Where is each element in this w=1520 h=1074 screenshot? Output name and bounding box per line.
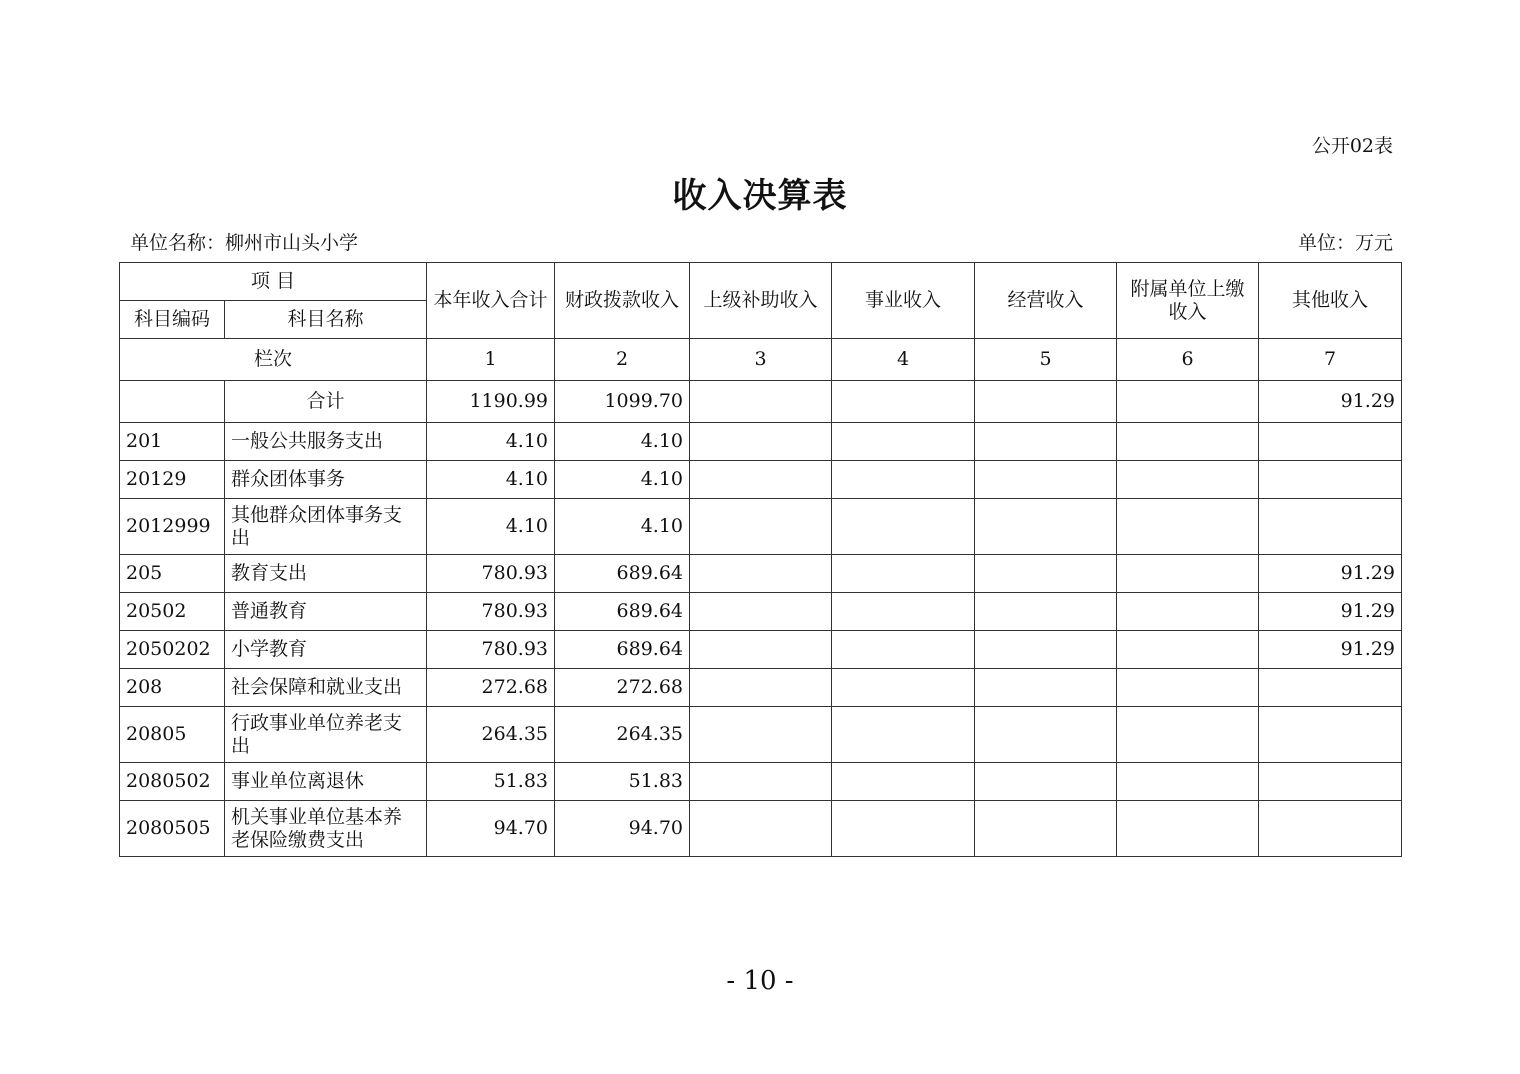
cell-operating	[975, 801, 1117, 857]
cell-superior	[690, 593, 832, 631]
cell-total: 4.10	[427, 499, 555, 555]
cell-total: 94.70	[427, 801, 555, 857]
cell-fiscal: 264.35	[555, 707, 690, 763]
sum-business	[832, 381, 975, 423]
cell-superior	[690, 707, 832, 763]
cell-operating	[975, 669, 1117, 707]
cell-superior	[690, 461, 832, 499]
page-number: - 10 -	[726, 966, 794, 996]
sum-label: 合计	[225, 381, 427, 423]
cell-code: 20502	[120, 593, 225, 631]
cell-superior	[690, 801, 832, 857]
cell-code: 20805	[120, 707, 225, 763]
cell-code: 2080502	[120, 763, 225, 801]
table-row	[120, 423, 1402, 461]
cell-business	[832, 763, 975, 801]
cell-superior	[690, 499, 832, 555]
cell-code: 201	[120, 423, 225, 461]
cell-operating	[975, 461, 1117, 499]
cell-fiscal: 4.10	[555, 499, 690, 555]
cell-operating	[975, 631, 1117, 669]
table-row	[120, 707, 1402, 763]
cell-other	[1259, 801, 1402, 857]
cell-affiliated	[1117, 669, 1259, 707]
cell-other: 91.29	[1259, 555, 1402, 593]
table-row	[120, 461, 1402, 499]
cell-other	[1259, 461, 1402, 499]
header-row-1	[120, 263, 1402, 301]
cell-business	[832, 631, 975, 669]
cell-code: 2012999	[120, 499, 225, 555]
cell-affiliated	[1117, 555, 1259, 593]
header-other: 其他收入	[1259, 263, 1402, 339]
header-code: 科目编码	[120, 301, 225, 339]
cell-code: 205	[120, 555, 225, 593]
sum-affiliated	[1117, 381, 1259, 423]
sum-superior	[690, 381, 832, 423]
cell-other: 91.29	[1259, 631, 1402, 669]
table-row	[120, 669, 1402, 707]
cell-other	[1259, 669, 1402, 707]
cell-fiscal: 272.68	[555, 669, 690, 707]
sum-total: 1190.99	[427, 381, 555, 423]
cell-other	[1259, 707, 1402, 763]
doc-code: 公开02表	[1311, 135, 1393, 157]
cell-other	[1259, 763, 1402, 801]
cell-name: 机关事业单位基本养老保险缴费支出	[225, 801, 427, 857]
cell-name: 行政事业单位养老支出	[225, 707, 427, 763]
sum-code-cell	[120, 381, 225, 423]
cell-total: 4.10	[427, 461, 555, 499]
lane-number: 3	[690, 339, 832, 381]
cell-name: 社会保障和就业支出	[225, 669, 427, 707]
table-row	[120, 631, 1402, 669]
unit-money-label: 单位：万元	[1297, 232, 1393, 254]
cell-total: 4.10	[427, 423, 555, 461]
header-fiscal: 财政拨款收入	[555, 263, 690, 339]
lane-row	[120, 339, 1402, 381]
cell-fiscal: 689.64	[555, 631, 690, 669]
cell-superior	[690, 631, 832, 669]
page-title: 收入决算表	[672, 176, 848, 216]
cell-business	[832, 423, 975, 461]
cell-fiscal: 94.70	[555, 801, 690, 857]
table-row	[120, 499, 1402, 555]
cell-business	[832, 669, 975, 707]
lane-number: 2	[555, 339, 690, 381]
cell-affiliated	[1117, 593, 1259, 631]
cell-affiliated	[1117, 801, 1259, 857]
cell-other: 91.29	[1259, 593, 1402, 631]
cell-superior	[690, 669, 832, 707]
income-table	[119, 262, 1402, 857]
cell-operating	[975, 593, 1117, 631]
cell-total: 51.83	[427, 763, 555, 801]
header-item: 项 目	[120, 263, 427, 301]
sum-row	[120, 381, 1402, 423]
cell-superior	[690, 423, 832, 461]
cell-other	[1259, 499, 1402, 555]
cell-fiscal: 4.10	[555, 423, 690, 461]
cell-business	[832, 461, 975, 499]
cell-fiscal: 4.10	[555, 461, 690, 499]
lane-number: 5	[975, 339, 1117, 381]
header-operating: 经营收入	[975, 263, 1117, 339]
table-row	[120, 593, 1402, 631]
header-total: 本年收入合计	[427, 263, 555, 339]
cell-operating	[975, 499, 1117, 555]
cell-code: 20129	[120, 461, 225, 499]
cell-fiscal: 689.64	[555, 555, 690, 593]
header-name: 科目名称	[225, 301, 427, 339]
cell-business	[832, 593, 975, 631]
cell-operating	[975, 763, 1117, 801]
cell-operating	[975, 555, 1117, 593]
cell-affiliated	[1117, 423, 1259, 461]
cell-affiliated	[1117, 631, 1259, 669]
cell-code: 208	[120, 669, 225, 707]
lane-number: 4	[832, 339, 975, 381]
cell-superior	[690, 763, 832, 801]
cell-total: 272.68	[427, 669, 555, 707]
cell-superior	[690, 555, 832, 593]
cell-affiliated	[1117, 499, 1259, 555]
cell-operating	[975, 707, 1117, 763]
cell-name: 普通教育	[225, 593, 427, 631]
cell-business	[832, 801, 975, 857]
table-row	[120, 801, 1402, 857]
cell-name: 小学教育	[225, 631, 427, 669]
header-affiliated: 附属单位上缴收入	[1117, 263, 1259, 339]
sum-operating	[975, 381, 1117, 423]
lane-number: 7	[1259, 339, 1402, 381]
cell-total: 264.35	[427, 707, 555, 763]
cell-other	[1259, 423, 1402, 461]
lane-number: 1	[427, 339, 555, 381]
cell-code: 2050202	[120, 631, 225, 669]
sum-fiscal: 1099.70	[555, 381, 690, 423]
cell-code: 2080505	[120, 801, 225, 857]
cell-name: 事业单位离退休	[225, 763, 427, 801]
cell-affiliated	[1117, 707, 1259, 763]
cell-affiliated	[1117, 763, 1259, 801]
cell-name: 群众团体事务	[225, 461, 427, 499]
unit-name-label: 单位名称：柳州市山头小学	[130, 232, 359, 254]
header-business: 事业收入	[832, 263, 975, 339]
header-superior: 上级补助收入	[690, 263, 832, 339]
cell-name: 其他群众团体事务支出	[225, 499, 427, 555]
lane-label: 栏次	[120, 339, 427, 381]
cell-total: 780.93	[427, 593, 555, 631]
lane-number: 6	[1117, 339, 1259, 381]
cell-fiscal: 689.64	[555, 593, 690, 631]
cell-business	[832, 707, 975, 763]
cell-total: 780.93	[427, 555, 555, 593]
cell-business	[832, 555, 975, 593]
cell-name: 一般公共服务支出	[225, 423, 427, 461]
cell-affiliated	[1117, 461, 1259, 499]
cell-operating	[975, 423, 1117, 461]
cell-business	[832, 499, 975, 555]
cell-fiscal: 51.83	[555, 763, 690, 801]
table-row	[120, 555, 1402, 593]
table-row	[120, 763, 1402, 801]
sum-other: 91.29	[1259, 381, 1402, 423]
cell-total: 780.93	[427, 631, 555, 669]
cell-name: 教育支出	[225, 555, 427, 593]
